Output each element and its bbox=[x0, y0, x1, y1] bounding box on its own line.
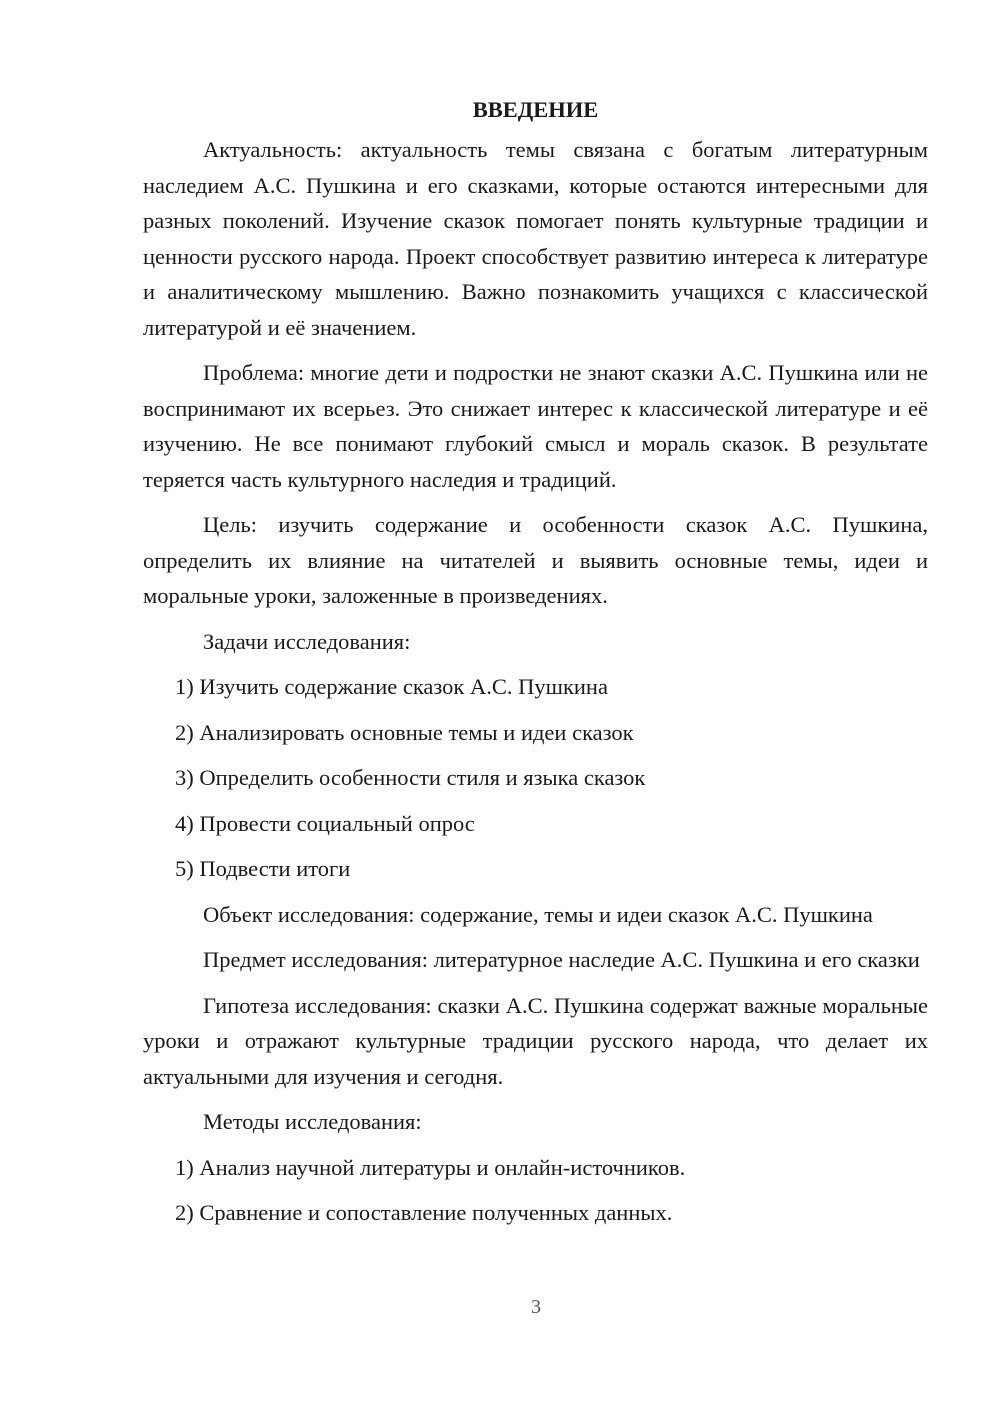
page-number: 3 bbox=[531, 1296, 541, 1318]
list-item: 4) Провести социальный опрос bbox=[175, 810, 475, 836]
relevance-paragraph: Актуальность: актуальность темы связана с богатым литературным наследием А.С. Пушкина и его сказками, которые остаются интересными для разных поколений. Изучение сказок помогает понять культурные традиции и ценности русского народа. Проект способствует развитию интереса к литературе и аналитическому мышлению. Важно познакомить учащихся с классической литературой и её значением. bbox=[143, 137, 928, 340]
goal-paragraph: Цель: изучить содержание и особенности сказок А.С. Пушкина, определить их влияние на читателей и выявить основные темы, идеи и моральные уроки, заложенные в произведениях. bbox=[143, 512, 928, 608]
methods-heading: Методы исследования: bbox=[203, 1109, 422, 1134]
tasks-heading: Задачи исследования: bbox=[203, 628, 411, 654]
document-page bbox=[143, 92, 928, 1241]
page-title: ВВЕДЕНИЕ bbox=[472, 97, 599, 122]
hypothesis-paragraph: Гипотеза исследования: сказки А.С. Пушкина содержат важные моральные уроки и отражают культурные традиции русского народа, что делает их актуальными для изучения и сегодня. bbox=[143, 992, 928, 1089]
list-item: 1) Изучить содержание сказок А.С. Пушкина bbox=[175, 674, 608, 699]
list-item: 2) Сравнение и сопоставление полученных данных. bbox=[175, 1200, 673, 1225]
list-item: 1) Анализ научной литературы и онлайн-источников. bbox=[175, 1154, 686, 1180]
list-item: 2) Анализировать основные темы и идеи сказок bbox=[175, 719, 634, 745]
subject-paragraph: Предмет исследования: литературное наследие А.С. Пушкина и его сказки bbox=[203, 947, 920, 972]
object-paragraph: Объект исследования: содержание, темы и идеи сказок А.С. Пушкина bbox=[203, 901, 873, 927]
tasks-list bbox=[143, 669, 928, 887]
list-item: 5) Подвести итоги bbox=[175, 856, 351, 881]
methods-list bbox=[143, 1150, 928, 1231]
problem-paragraph: Проблема: многие дети и подростки не знают сказки А.С. Пушкина или не воспринимают их всерьез. Это снижает интерес к классической литературе и её изучению. Не все понимают глубокий смысл и мораль сказок. В результате теряется часть культурного наследия и традиций. bbox=[143, 360, 928, 492]
list-item: 3) Определить особенности стиля и языка сказок bbox=[175, 765, 646, 790]
